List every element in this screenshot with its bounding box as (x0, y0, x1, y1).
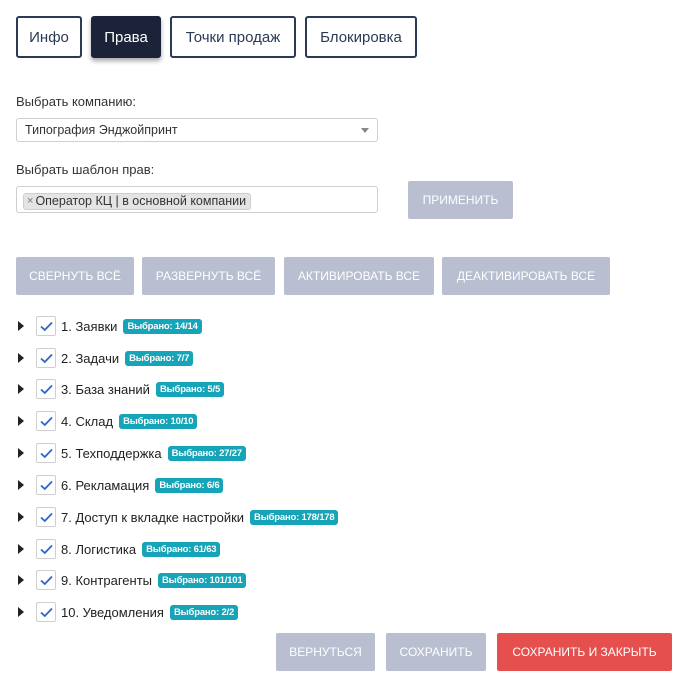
selected-count-badge: Выбрано: 27/27 (168, 446, 246, 461)
expand-all-button[interactable]: РАЗВЕРНУТЬ ВСЁ (142, 257, 275, 295)
checkmark-icon (40, 575, 53, 586)
permission-label: 10. Уведомления (61, 604, 164, 620)
permission-checkbox[interactable] (36, 443, 56, 463)
permission-checkbox[interactable] (36, 348, 56, 368)
save-button[interactable]: СОХРАНИТЬ (386, 633, 486, 671)
permission-checkbox[interactable] (36, 507, 56, 527)
permission-row-counterparties (18, 569, 246, 591)
template-label: Выбрать шаблон прав: (16, 162, 155, 177)
permission-row-tasks (18, 347, 193, 369)
permission-label: 4. Склад (61, 413, 114, 429)
checkmark-icon (40, 480, 53, 491)
selected-count-badge: Выбрано: 6/6 (155, 478, 223, 493)
permission-checkbox[interactable] (36, 379, 56, 399)
selected-count-badge: Выбрано: 10/10 (119, 414, 197, 429)
checkmark-icon (40, 544, 53, 555)
expand-caret-icon[interactable] (18, 353, 24, 363)
permission-checkbox[interactable] (36, 602, 56, 622)
permission-label: 3. База знаний (61, 381, 150, 397)
expand-caret-icon[interactable] (18, 607, 24, 617)
remove-chip-icon[interactable]: × (27, 195, 34, 207)
selected-count-badge: Выбрано: 61/63 (142, 542, 220, 557)
selected-count-badge: Выбрано: 2/2 (170, 605, 238, 620)
permission-row-notifications (18, 601, 238, 623)
permission-row-settings-access (18, 506, 338, 528)
permission-checkbox[interactable] (36, 316, 56, 336)
selected-count-badge: Выбрано: 5/5 (156, 382, 224, 397)
permission-row-logistics (18, 538, 220, 560)
selected-count-badge: Выбрано: 178/178 (250, 510, 338, 525)
apply-button[interactable]: ПРИМЕНИТЬ (408, 181, 513, 219)
back-button[interactable]: ВЕРНУТЬСЯ (276, 633, 375, 671)
chevron-down-icon (361, 128, 369, 133)
permission-row-complaints (18, 474, 223, 496)
selected-count-badge: Выбрано: 101/101 (158, 573, 246, 588)
expand-caret-icon[interactable] (18, 384, 24, 394)
selected-count-badge: Выбрано: 7/7 (125, 351, 193, 366)
checkmark-icon (40, 512, 53, 523)
expand-caret-icon[interactable] (18, 321, 24, 331)
save-and-close-button[interactable]: СОХРАНИТЬ И ЗАКРЫТЬ (497, 633, 672, 671)
company-label: Выбрать компанию: (16, 94, 137, 109)
permission-checkbox[interactable] (36, 570, 56, 590)
permission-label: 9. Контрагенты (61, 572, 153, 588)
permission-row-knowledge-base (18, 378, 224, 400)
checkmark-icon (40, 416, 53, 427)
activate-all-button[interactable]: АКТИВИРОВАТЬ ВСЕ (284, 257, 434, 295)
checkmark-icon (40, 321, 53, 332)
company-select[interactable] (16, 118, 378, 142)
checkmark-icon (40, 384, 53, 395)
template-multiselect[interactable] (16, 186, 378, 213)
permission-checkbox[interactable] (36, 411, 56, 431)
expand-caret-icon[interactable] (18, 512, 24, 522)
tab-rights[interactable]: Права (91, 16, 161, 58)
permission-checkbox[interactable] (36, 539, 56, 559)
permission-row-requests (18, 315, 202, 337)
expand-caret-icon[interactable] (18, 575, 24, 585)
checkmark-icon (40, 448, 53, 459)
tab-bar (16, 16, 417, 58)
permission-label: 5. Техподдержка (61, 445, 162, 461)
permission-label: 7. Доступ к вкладке настройки (61, 509, 245, 525)
permission-row-support (18, 442, 246, 464)
template-chip-label: Оператор КЦ | в основной компании (35, 194, 247, 208)
selected-count-badge: Выбрано: 14/14 (123, 319, 201, 334)
collapse-all-button[interactable]: СВЕРНУТЬ ВСЁ (16, 257, 134, 295)
permission-row-warehouse (18, 410, 197, 432)
deactivate-all-button[interactable]: ДЕАКТИВИРОВАТЬ ВСЕ (442, 257, 610, 295)
expand-caret-icon[interactable] (18, 480, 24, 490)
checkmark-icon (40, 353, 53, 364)
permission-checkbox[interactable] (36, 475, 56, 495)
expand-caret-icon[interactable] (18, 544, 24, 554)
permission-label: 6. Рекламация (61, 477, 150, 493)
permission-label: 8. Логистика (61, 541, 137, 557)
company-select-value: Типография Энджойпринт (25, 123, 178, 137)
tab-sales-points[interactable]: Точки продаж (170, 16, 296, 58)
permission-label: 1. Заявки (61, 318, 118, 334)
permission-label: 2. Задачи (61, 350, 120, 366)
checkmark-icon (40, 607, 53, 618)
tab-blocking[interactable]: Блокировка (305, 16, 417, 58)
expand-caret-icon[interactable] (18, 448, 24, 458)
template-chip (23, 193, 251, 210)
tab-info[interactable]: Инфо (16, 16, 82, 58)
expand-caret-icon[interactable] (18, 416, 24, 426)
